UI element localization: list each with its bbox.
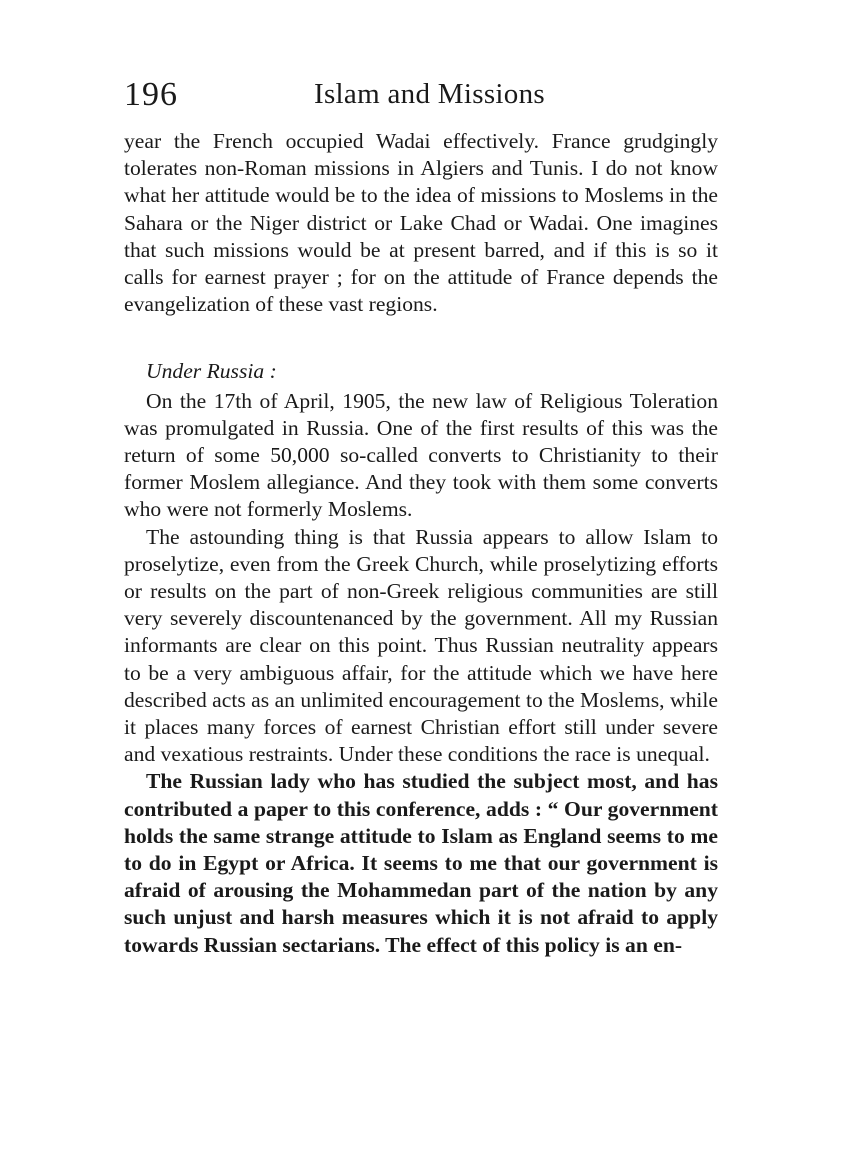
paragraph-toleration-law: On the 17th of April, 1905, the new law of Religious Toleration was promulgated in Russia. One of the first results of this was the return of some 50,000 so-called converts to Christianity to their former Moslem allegiance. And they took with them some converts who were not formerly Moslems. <box>124 388 718 522</box>
paragraph-russian-lady-quote: The Russian lady who has studied the subject most, and has contributed a paper to this conference, adds : “ Our government holds the same strange attitude to Islam as England seems to me to do in Egypt or Africa. It seems to me that our government is afraid of arousing the Mohammedan part of the nation by any such unjust and harsh measures which it is not afraid to apply towards Russian sectarians. The effect of this policy is an en- <box>124 769 718 957</box>
page-number: 196 <box>124 76 178 113</box>
paragraph-france: year the French occupied Wadai effectively. France grudgingly tolerates non-Roman missions in Algiers and Tunis. I do not know what her attitude would be to the idea of missions to Moslems in the Sahara or the Niger district or Lake Chad or Wadai. One imagines that such missions would be at present barred, and if this is so it calls for earnest prayer ; for on the attitude of France depends the evangelization of these vast regions. <box>124 129 718 317</box>
paragraph-russia-proselytize: The astounding thing is that Russia appears to allow Islam to proselytize, even from the Greek Church, while proselytizing efforts or results on the part of non-Greek religious communities are still very severely discountenanced by the government. All my Russian informants are clear on this point. Thus Russian neutrality appears to be a very ambiguous affair, for the attitude which we have here described acts as an unlimited encouragement to the Moslems, while it places many forces of earnest Christian effort still under severe and vexatious restraints. Under these conditions the race is unequal. <box>124 524 718 767</box>
running-title: Islam and Missions <box>314 78 545 110</box>
body-text <box>124 128 718 959</box>
page-header <box>124 74 724 118</box>
section-heading-under-russia: Under Russia : <box>146 359 277 384</box>
